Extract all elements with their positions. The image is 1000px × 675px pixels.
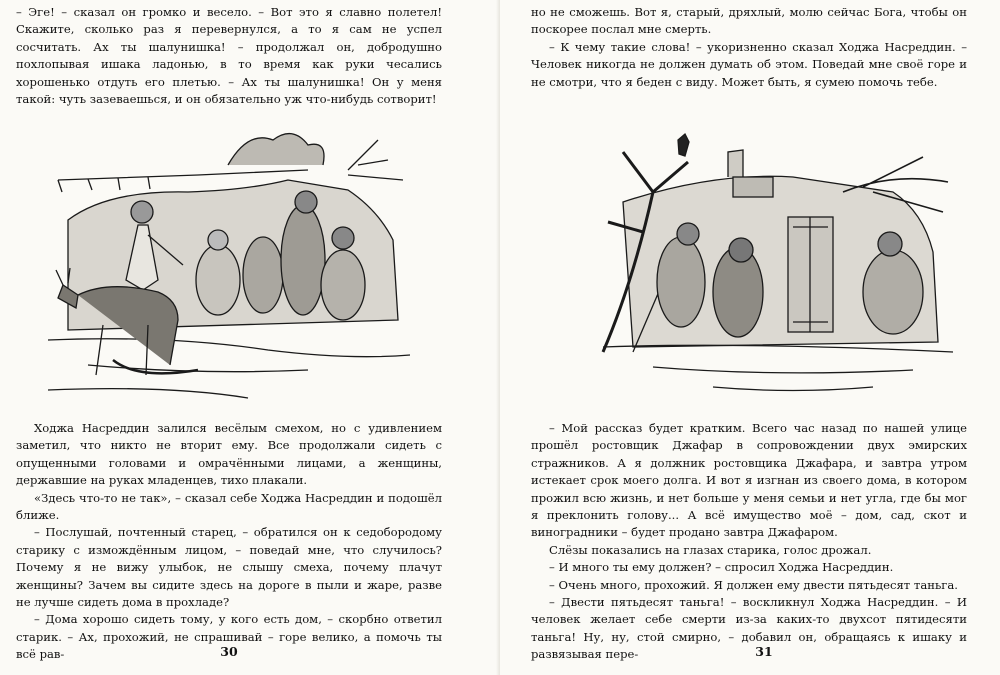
paragraph: – И много ты ему должен? – спросил Ходжа Насреддин. <box>549 560 894 575</box>
illustration-old-man-by-house <box>593 132 955 397</box>
page-number: 30 <box>220 644 238 659</box>
right-bottom-text <box>531 420 967 664</box>
illustration-nasreddin-on-donkey <box>48 120 410 405</box>
paragraph: – Мой рассказ будет кратким. Всего час назад по нашей улице прошёл ростовщик Джафар в сопровождении двух эмирских стражников. А я должник ростовщика Джафара, и завтра утром истекает срок моего долга. И вот я изгнан из своего дома, в котором прожил всю жизнь, и нет больше у меня семьи и нет угла, где бы мог я преклонить голову... А всё имущество моё – дом, сад, скот и виноградники – будет продано завтра Джафаром. <box>531 421 967 540</box>
paragraph: – Дома хорошо сидеть тому, у кого есть дом, – скорбно ответил старик. – Ах, прохожий, не спрашивай – горе велико, а помочь ты всё рав- <box>16 612 442 662</box>
ink-drawing-left <box>48 120 410 405</box>
paragraph: «Здесь что-то не так», – сказал себе Ходжа Насреддин и подошёл ближе. <box>16 490 442 523</box>
right-page <box>500 0 1000 675</box>
paragraph: – Очень много, прохожий. Я должен ему двести пятьдесят таньга. <box>549 577 958 592</box>
paragraph: – Эге! – сказал он громко и весело. – Вот это я славно полетел! Скажите, сколько раз я перевернулся, а то я сам не успел сосчитать. Ах ты шалунишка! – продолжал он, добродушно похлопывая ишака ладонью, в то время как руки чесались хорошенько отдуть его плетью. – Ах ты шалунишка! Он у меня такой: чуть зазеваешься, и он обязательно уж что-нибудь сотворит! <box>16 5 442 107</box>
left-top-text <box>16 4 442 108</box>
paragraph: но не сможешь. Вот я, старый, дряхлый, молю сейчас Бога, чтобы он поскорее послал мне смерть. <box>531 5 967 37</box>
paragraph: – Послушай, почтенный старец, – обратился он к седобородому старику с измождённым лицом, – поведай мне, что случилось? Почему я не вижу улыбок, не слышу смеха, почему плачут женщины? Зачем вы сидите здесь на дороге в пыли и жаре, разве не лучше сидеть дома в прохладе? <box>16 525 442 610</box>
left-bottom-text <box>16 420 442 664</box>
right-top-text <box>531 4 967 91</box>
paragraph: Ходжа Насреддин залился весёлым смехом, но с удивлением заметил, что никто не вторит ему. Все продолжали сидеть с опущенными головами и омрачёнными лицами, а женщины, державшие на руках младенцев, тихо плакали. <box>16 421 442 488</box>
page-number: 31 <box>755 644 773 659</box>
paragraph: Слёзы показались на глазах старика, голос дрожал. <box>549 542 872 557</box>
paragraph: – К чему такие слова! – укоризненно сказал Ходжа Насреддин. – Человек никогда не должен думать об этом. Поведай мне своё горе и не смотри, что я беден с виду. Может быть, я сумею помочь тебе. <box>531 39 967 89</box>
paragraph: – Двести пятьдесят таньга! – воскликнул Ходжа Насреддин. – И человек желает себе смерти из-за каких-то двухсот пятидесяти таньга! Ну, ну, стой смирно, – добавил он, обращаясь к ишаку и развязывая пере- <box>531 595 967 662</box>
ink-drawing-right <box>593 132 955 397</box>
